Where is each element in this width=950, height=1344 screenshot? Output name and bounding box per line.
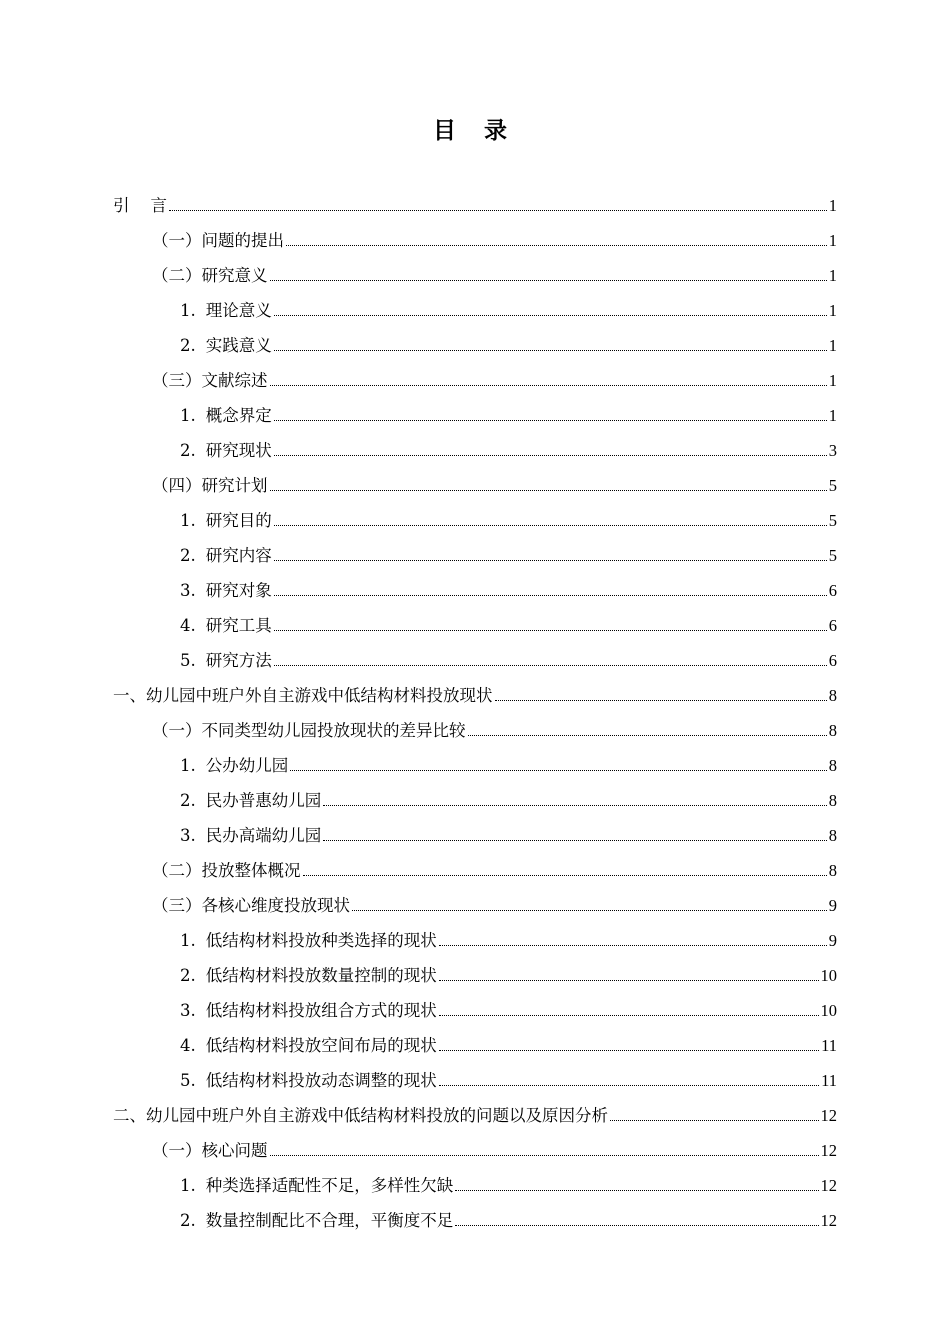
toc-entry-number: 2.: [180, 546, 196, 565]
toc-entry-label: [152, 258, 268, 293]
dot-leader: [468, 734, 827, 736]
dot-leader: [439, 979, 819, 981]
toc-entry-label: [180, 608, 272, 643]
toc-entry[interactable]: [113, 853, 837, 888]
toc-entry[interactable]: [113, 258, 837, 293]
dot-leader: [270, 384, 827, 386]
toc-entry-number: 5.: [180, 1071, 196, 1090]
toc-entry-text: （一）不同类型幼儿园投放现状的差异比较: [152, 721, 466, 740]
toc-page-number: 11: [821, 1071, 837, 1090]
toc-entry[interactable]: [113, 328, 837, 363]
toc-entry-number: 4.: [180, 1036, 196, 1055]
toc-title: 目 录: [432, 117, 517, 144]
dot-leader: [286, 244, 827, 246]
toc-page-number: 8: [828, 826, 837, 845]
dot-leader: [439, 1049, 819, 1051]
toc-entry-label: [152, 713, 466, 748]
dot-leader: [303, 874, 827, 876]
toc-page-number: 1: [828, 266, 837, 285]
toc-entry-text: （三）各核心维度投放现状: [152, 896, 350, 915]
toc-entry-label: [180, 958, 437, 993]
toc-entry[interactable]: [113, 608, 837, 643]
toc-entry[interactable]: [113, 293, 837, 328]
toc-page-number: 12: [820, 1211, 837, 1230]
toc-entry-label: [180, 293, 272, 328]
toc-entry-number: 3.: [180, 826, 196, 845]
dot-leader: [274, 349, 827, 351]
toc-page-number: 3: [828, 441, 837, 460]
toc-entry-label: [180, 993, 437, 1028]
toc-entry-label: [152, 468, 268, 503]
toc-entry-text: 民办普惠幼儿园: [205, 791, 322, 810]
dot-leader: [169, 209, 827, 211]
dot-leader: [274, 314, 827, 316]
dot-leader: [455, 1224, 818, 1226]
toc-entry-text: （一）核心问题: [152, 1141, 268, 1160]
toc-entry-number: 1.: [180, 511, 196, 530]
toc-entry[interactable]: [113, 1203, 837, 1238]
toc-entry-text: （二）投放整体概况: [152, 861, 301, 880]
toc-entry-text: （三）文献综述: [152, 371, 268, 390]
toc-page-number: 10: [820, 1001, 837, 1020]
toc-entry-text: 低结构材料投放数量控制的现状: [205, 966, 437, 985]
toc-page-number: 6: [828, 616, 837, 635]
toc-entry-number: 3.: [180, 581, 196, 600]
toc-page-number: 5: [828, 476, 837, 495]
toc-entry-number: 1.: [180, 301, 196, 320]
toc-entry[interactable]: [113, 398, 837, 433]
toc-entry-number: 1.: [180, 1176, 196, 1195]
toc-page-number: 5: [828, 511, 837, 530]
toc-entry-label: [152, 1133, 268, 1168]
toc-entry-label: [180, 573, 272, 608]
toc-entry-label: [113, 1098, 608, 1133]
dot-leader: [439, 944, 827, 946]
toc-entry-text: 低结构材料投放动态调整的现状: [205, 1071, 437, 1090]
dot-leader: [270, 279, 827, 281]
dot-leader: [270, 1154, 819, 1156]
dot-leader: [290, 769, 827, 771]
toc-entry-text: （二）研究意义: [152, 266, 268, 285]
toc-entry[interactable]: [113, 363, 837, 398]
toc-entry[interactable]: [113, 888, 837, 923]
toc-entry-label: [180, 1028, 437, 1063]
toc-page-number: 1: [828, 336, 837, 355]
toc-page-number: 1: [828, 301, 837, 320]
toc-entry-label: [180, 923, 437, 958]
dot-leader: [610, 1119, 819, 1121]
toc-entry-number: 1.: [180, 931, 196, 950]
toc-entry-label: [180, 783, 321, 818]
toc-entry[interactable]: [113, 433, 837, 468]
toc-entry-text: 研究对象: [205, 581, 272, 600]
table-of-contents: [113, 188, 837, 1238]
toc-page-number: 1: [828, 196, 837, 215]
toc-entry-number: 2.: [180, 336, 196, 355]
toc-entry-text: 研究工具: [205, 616, 272, 635]
toc-entry-number: 3.: [180, 1001, 196, 1020]
toc-entry-text: 民办高端幼儿园: [205, 826, 322, 845]
dot-leader: [495, 699, 827, 701]
toc-entry-label: [180, 503, 272, 538]
toc-entry-text: 研究目的: [205, 511, 272, 530]
toc-page-number: 9: [828, 896, 837, 915]
toc-entry-number: 2.: [180, 1211, 196, 1230]
toc-page-number: 6: [828, 651, 837, 670]
toc-page-number: 1: [828, 231, 837, 250]
toc-entry[interactable]: [113, 1028, 837, 1063]
toc-entry-number: 4.: [180, 616, 196, 635]
toc-entry-number: 2.: [180, 791, 196, 810]
toc-entry[interactable]: [113, 1168, 837, 1203]
toc-entry-label: [180, 643, 272, 678]
toc-entry-number: 1.: [180, 756, 196, 775]
toc-entry-text: 低结构材料投放组合方式的现状: [205, 1001, 437, 1020]
toc-entry[interactable]: [113, 1133, 837, 1168]
toc-entry-text: 种类选择适配性不足，多样性欠缺: [205, 1176, 454, 1195]
toc-page-number: 8: [828, 686, 837, 705]
toc-entry-label: [180, 748, 288, 783]
toc-entry-text: 二、幼儿园中班户外自主游戏中低结构材料投放的问题以及原因分析: [113, 1106, 608, 1125]
toc-entry-text: 研究现状: [205, 441, 272, 460]
toc-page-number: 10: [820, 966, 837, 985]
dot-leader: [439, 1084, 819, 1086]
dot-leader: [274, 419, 827, 421]
toc-page-number: 1: [828, 406, 837, 425]
toc-entry-label: [180, 818, 321, 853]
toc-page-number: 5: [828, 546, 837, 565]
toc-entry[interactable]: [113, 223, 837, 258]
toc-entry-text: 公办幼儿园: [205, 756, 289, 775]
toc-entry-text: （四）研究计划: [152, 476, 268, 495]
toc-entry-label: [180, 398, 272, 433]
toc-entry-label: [152, 888, 350, 923]
toc-page-number: 9: [828, 931, 837, 950]
dot-leader: [274, 664, 827, 666]
toc-entry[interactable]: [113, 1063, 837, 1098]
toc-entry-text: 研究内容: [205, 546, 272, 565]
dot-leader: [323, 839, 827, 841]
toc-entry-number: 2.: [180, 966, 196, 985]
toc-page-number: 1: [828, 371, 837, 390]
dot-leader: [270, 489, 827, 491]
toc-entry-label: [180, 328, 272, 363]
toc-page-number: 6: [828, 581, 837, 600]
toc-entry-label: [180, 1203, 453, 1238]
toc-page-number: 12: [820, 1176, 837, 1195]
toc-entry[interactable]: [113, 188, 837, 223]
dot-leader: [274, 524, 827, 526]
toc-entry[interactable]: [113, 538, 837, 573]
toc-page-number: 8: [828, 791, 837, 810]
dot-leader: [455, 1189, 818, 1191]
dot-leader: [352, 909, 827, 911]
dot-leader: [323, 804, 827, 806]
toc-page-number: 8: [828, 756, 837, 775]
toc-entry-text: 实践意义: [205, 336, 272, 355]
toc-entry-text: 研究方法: [205, 651, 272, 670]
toc-entry-label: [180, 1168, 453, 1203]
dot-leader: [274, 454, 827, 456]
toc-entry-text: 理论意义: [205, 301, 272, 320]
toc-entry[interactable]: [113, 1098, 837, 1133]
toc-entry[interactable]: [113, 783, 837, 818]
toc-entry-text: 低结构材料投放种类选择的现状: [205, 931, 437, 950]
toc-entry[interactable]: [113, 643, 837, 678]
toc-page-number: 8: [828, 861, 837, 880]
toc-entry[interactable]: [113, 748, 837, 783]
dot-leader: [439, 1014, 819, 1016]
toc-entry[interactable]: [113, 468, 837, 503]
dot-leader: [274, 594, 827, 596]
toc-entry-number: 2.: [180, 441, 196, 460]
toc-entry[interactable]: [113, 573, 837, 608]
toc-entry-text: 一、幼儿园中班户外自主游戏中低结构材料投放现状: [113, 686, 493, 705]
toc-entry-text: （一）问题的提出: [152, 231, 284, 250]
toc-entry-number: 5.: [180, 651, 196, 670]
toc-entry-label: [152, 223, 284, 258]
toc-entry-label: [113, 678, 493, 713]
toc-entry-text: 数量控制配比不合理，平衡度不足: [205, 1211, 454, 1230]
toc-page-number: 12: [820, 1106, 837, 1125]
toc-entry-text: 引 言: [113, 196, 167, 215]
toc-entry-label: [180, 538, 272, 573]
toc-entry[interactable]: [113, 503, 837, 538]
toc-page-number: 12: [820, 1141, 837, 1160]
toc-entry-label: [152, 853, 301, 888]
toc-entry-number: 1.: [180, 406, 196, 425]
toc-entry-text: 低结构材料投放空间布局的现状: [205, 1036, 437, 1055]
toc-entry-label: [180, 433, 272, 468]
toc-page-number: 8: [828, 721, 837, 740]
toc-entry-label: [180, 1063, 437, 1098]
toc-entry[interactable]: [113, 958, 837, 993]
toc-entry-text: 概念界定: [205, 406, 272, 425]
toc-entry[interactable]: [113, 993, 837, 1028]
toc-entry[interactable]: [113, 818, 837, 853]
dot-leader: [274, 559, 827, 561]
toc-entry-label: [113, 188, 167, 223]
toc-entry[interactable]: [113, 923, 837, 958]
toc-page-number: 11: [821, 1036, 837, 1055]
toc-entry[interactable]: [113, 713, 837, 748]
dot-leader: [274, 629, 827, 631]
toc-entry-label: [152, 363, 268, 398]
toc-entry[interactable]: [113, 678, 837, 713]
